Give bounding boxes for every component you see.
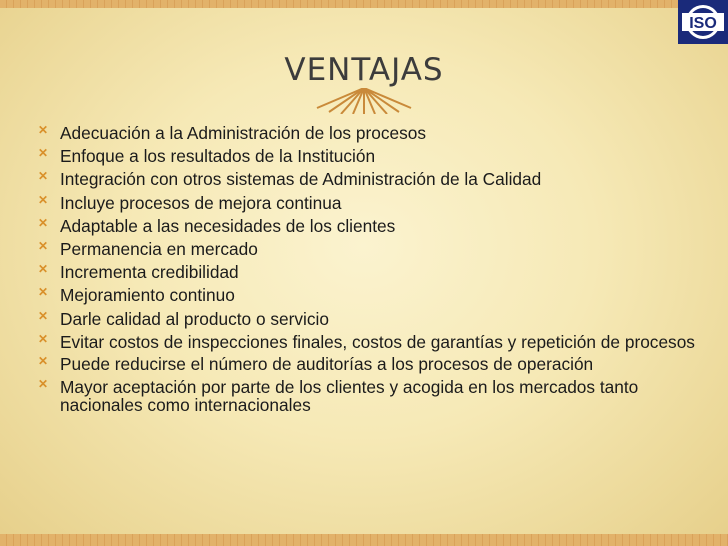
x-mark-icon: ✕ [38, 285, 49, 300]
bottom-decorative-band [0, 534, 728, 546]
x-mark-icon: ✕ [38, 376, 49, 391]
x-mark-icon: ✕ [38, 146, 49, 161]
list-item-text: Mejoramiento continuo [60, 285, 235, 306]
top-decorative-band [0, 0, 728, 8]
x-mark-icon: ✕ [38, 353, 49, 368]
list-item-text: Incluye procesos de mejora continua [60, 192, 342, 213]
iso-logo-text: ISO [689, 15, 717, 32]
x-mark-icon: ✕ [38, 308, 49, 323]
list-item [38, 263, 698, 281]
x-mark-icon: ✕ [38, 215, 49, 230]
list-item [38, 355, 698, 373]
title-rays-decoration [289, 88, 439, 114]
x-mark-icon: ✕ [38, 238, 49, 253]
iso-logo-icon [680, 2, 726, 42]
list-item-text: Adecuación a la Administración de los procesos [60, 123, 426, 143]
list-item-text: Darle calidad al producto o servicio [60, 308, 329, 329]
list-item [38, 217, 698, 235]
list-item-text: Enfoque a los resultados de la Institución [60, 146, 376, 167]
list-item [38, 194, 698, 212]
list-item-text: Incrementa credibilidad [60, 262, 239, 283]
list-item-text: Integración con otros sistemas de Administración de la Calidad [60, 169, 542, 190]
list-item [38, 124, 698, 142]
list-item [38, 286, 698, 304]
x-mark-icon: ✕ [38, 123, 49, 137]
list-item [38, 310, 698, 328]
x-mark-icon: ✕ [38, 262, 49, 277]
list-item [38, 240, 698, 258]
iso-logo [678, 0, 728, 44]
list-item [38, 378, 698, 414]
title-area [0, 52, 728, 102]
list-item [38, 147, 698, 165]
x-mark-icon: ✕ [38, 331, 49, 346]
x-mark-icon: ✕ [38, 192, 49, 207]
list-item [38, 170, 698, 188]
list-item-text: Evitar costos de inspecciones finales, costos de garantías y repetición de procesos [60, 331, 695, 352]
advantages-list [38, 124, 698, 418]
list-item-text: Puede reducirse el número de auditorías a los procesos de operación [60, 353, 594, 374]
list-item-text: Permanencia en mercado [60, 238, 258, 259]
slide-title-text: VENTAJAS [284, 52, 444, 88]
slide-title [278, 52, 449, 102]
list-item-text: Adaptable a las necesidades de los clientes [60, 215, 396, 236]
list-item [38, 333, 698, 351]
list-item-text: Mayor aceptación por parte de los clientes y acogida en los mercados tanto nacionales como internacionales [60, 376, 639, 415]
x-mark-icon: ✕ [38, 169, 49, 184]
